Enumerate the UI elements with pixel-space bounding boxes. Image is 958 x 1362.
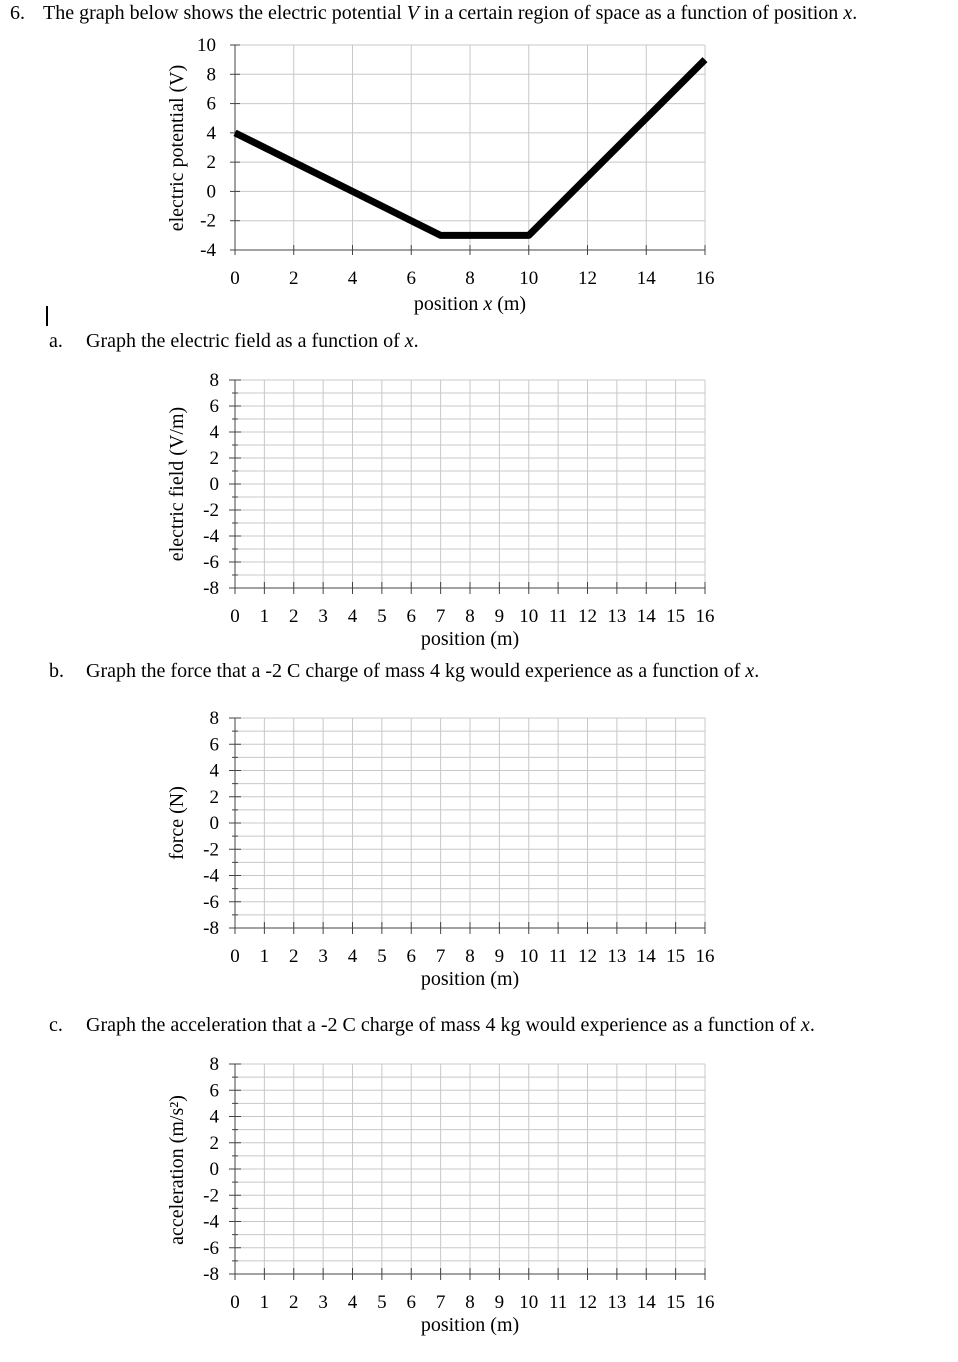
y-axis-label: acceleration (m/s²)	[166, 1095, 188, 1245]
y-tick-label: 8	[209, 708, 219, 729]
y-tick-label: -2	[200, 210, 216, 232]
x-tick-label: 8	[465, 268, 475, 289]
y-axis-label: force (N)	[166, 786, 188, 860]
x-tick-label: 14	[636, 1292, 656, 1313]
x-tick-label: 15	[666, 946, 686, 967]
y-tick-label: 6	[206, 93, 216, 115]
x-axis-label: position (m)	[420, 968, 520, 990]
y-tick-label: 4	[209, 422, 219, 443]
x-tick-label: 2	[289, 946, 299, 967]
y-tick-label: -4	[203, 865, 219, 887]
y-tick-label: 8	[206, 64, 216, 86]
y-tick-label: 4	[209, 1106, 219, 1128]
x-tick-label: 14	[636, 946, 656, 967]
x-tick-label: 1	[259, 1292, 270, 1313]
x-tick-label: 7	[435, 946, 446, 967]
y-tick-label: 0	[209, 474, 219, 495]
y-tick-label: -4	[203, 1211, 219, 1233]
x-tick-label: 10	[519, 606, 539, 627]
y-tick-label: -8	[203, 918, 219, 939]
x-tick-label: 11	[548, 946, 568, 967]
x-tick-label: 9	[494, 946, 505, 967]
y-tick-label: 0	[206, 181, 216, 203]
y-tick-label: 4	[206, 122, 216, 144]
x-tick-label: 9	[494, 606, 505, 627]
x-tick-label: 10	[519, 1292, 539, 1313]
y-tick-label: 2	[209, 1132, 219, 1154]
x-tick-label: 8	[465, 946, 475, 967]
x-tick-label: 5	[377, 1292, 387, 1313]
gridlines	[235, 380, 705, 588]
part-a: a. Graph the electric field as a function of x.	[49, 330, 419, 352]
x-tick-label: 5	[377, 946, 387, 967]
x-tick-label: 6	[406, 946, 416, 967]
x-tick-label: 16	[695, 946, 715, 967]
x-tick-label: 7	[435, 1292, 446, 1313]
y-axis-label: electric potential (V)	[166, 64, 188, 232]
x-tick-label: 4	[347, 606, 358, 627]
x-tick-label: 16	[695, 1292, 715, 1313]
y-tick-label: -2	[203, 500, 219, 521]
y-tick-label: -6	[203, 891, 219, 913]
x-tick-label: 4	[347, 268, 358, 289]
x-tick-label: 14	[636, 606, 656, 627]
x-tick-label: 0	[230, 1292, 240, 1313]
y-tick-label: 0	[209, 1159, 219, 1180]
y-tick-label: 2	[206, 152, 216, 174]
y-tick-label: 2	[209, 786, 219, 808]
y-tick-label: 10	[197, 35, 216, 56]
y-tick-label: -4	[200, 240, 216, 261]
x-tick-label: 16	[695, 606, 715, 627]
y-tick-label: 8	[209, 370, 219, 391]
y-tick-label: 2	[209, 448, 219, 469]
chart-accel	[166, 1054, 715, 1336]
x-tick-label: 6	[406, 1292, 416, 1313]
gridlines	[235, 1064, 705, 1274]
x-tick-label: 2	[289, 606, 299, 627]
y-tick-label: -8	[203, 1264, 219, 1285]
y-tick-label: 4	[209, 760, 219, 782]
x-axis-label: position (m)	[420, 1314, 520, 1336]
question-number: 6.	[10, 2, 25, 24]
x-tick-label: 10	[519, 268, 539, 289]
x-tick-label: 12	[578, 1292, 597, 1313]
x-axis-label: position (m)	[420, 628, 520, 650]
y-tick-label: 8	[209, 1054, 219, 1075]
x-tick-label: 13	[607, 1292, 627, 1313]
x-tick-label: 12	[578, 606, 597, 627]
x-axis-label-var: x	[483, 293, 493, 315]
x-tick-label: 2	[289, 268, 299, 289]
chart-efield	[166, 370, 715, 650]
x-tick-label: 3	[318, 606, 328, 627]
x-tick-label: 8	[465, 1292, 475, 1313]
y-tick-label: -6	[203, 1237, 219, 1259]
x-axis-label-pre: position	[413, 293, 484, 315]
x-tick-label: 3	[318, 1292, 328, 1313]
part-a-letter: a.	[49, 330, 63, 352]
x-tick-label: 0	[230, 268, 240, 289]
x-tick-label: 12	[578, 946, 597, 967]
x-tick-label: 6	[406, 606, 416, 627]
x-tick-label: 12	[578, 268, 597, 289]
x-tick-label: 2	[289, 1292, 299, 1313]
x-axis-label	[414, 293, 526, 315]
x-tick-label: 8	[465, 606, 475, 627]
y-tick-label: 6	[209, 1080, 219, 1102]
gridlines	[235, 718, 705, 928]
part-c: c. Graph the acceleration that a -2 C charge of mass 4 kg would experience as a function of x.	[49, 1014, 815, 1036]
gridlines	[235, 45, 705, 250]
chart-force	[166, 708, 715, 990]
x-tick-label: 1	[259, 946, 270, 967]
y-tick-label: 6	[209, 734, 219, 756]
x-tick-label: 7	[435, 606, 446, 627]
x-tick-label: 5	[377, 606, 387, 627]
y-tick-label: 0	[209, 813, 219, 834]
y-tick-label: -2	[203, 839, 219, 861]
x-tick-label: 14	[636, 268, 656, 289]
x-tick-label: 6	[406, 268, 416, 289]
y-tick-label: -2	[203, 1185, 219, 1207]
x-tick-label: 13	[607, 946, 627, 967]
part-b-letter: b.	[49, 660, 64, 682]
part-c-letter: c.	[49, 1014, 63, 1036]
part-b: b. Graph the force that a -2 C charge of mass 4 kg would experience as a function of x.	[49, 660, 760, 682]
y-tick-label: 6	[209, 396, 219, 417]
y-tick-label: -4	[203, 526, 219, 547]
chart-potential	[166, 35, 715, 315]
x-tick-label: 1	[259, 606, 270, 627]
y-tick-label: -8	[203, 578, 219, 599]
x-axis-label-post: (m)	[492, 293, 527, 315]
x-tick-label: 4	[347, 1292, 358, 1313]
x-tick-label: 0	[230, 946, 240, 967]
y-tick-label: -6	[203, 552, 219, 573]
x-tick-label: 13	[607, 606, 627, 627]
x-tick-label: 9	[494, 1292, 505, 1313]
x-tick-label: 11	[548, 606, 568, 627]
x-tick-label: 10	[519, 946, 539, 967]
x-tick-label: 0	[230, 606, 240, 627]
x-tick-label: 15	[666, 606, 686, 627]
x-tick-label: 4	[347, 946, 358, 967]
question-stem: 6. The graph below shows the electric potential V in a certain region of space as a function of position x.	[10, 2, 858, 24]
y-axis-label: electric field (V/m)	[166, 406, 188, 562]
x-tick-label: 3	[318, 946, 328, 967]
x-tick-label: 16	[695, 268, 715, 289]
x-tick-label: 11	[548, 1292, 568, 1313]
x-tick-label: 15	[666, 1292, 686, 1313]
